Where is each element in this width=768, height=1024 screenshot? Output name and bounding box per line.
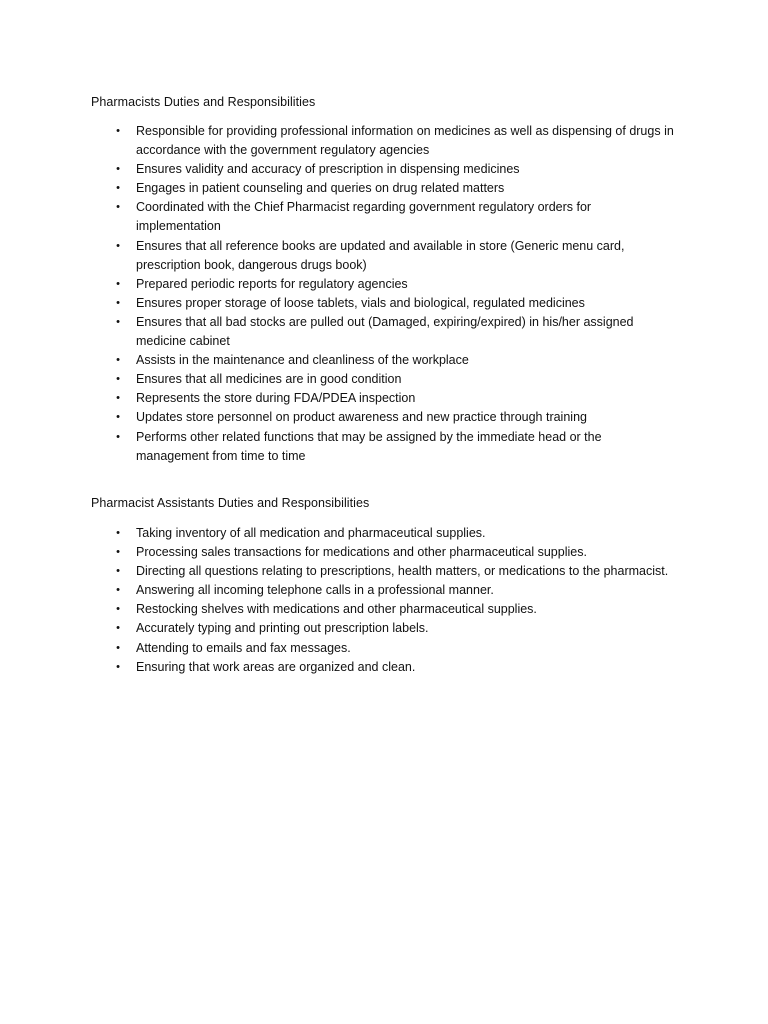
list-item-text: Attending to emails and fax messages. [136, 640, 351, 655]
list-item [91, 543, 676, 562]
bullet-icon: • [116, 660, 120, 673]
list-item [91, 600, 676, 619]
list-item-text: Responsible for providing professional information on medicines as well as dispensing of drugs in accordance with the government regulatory agencies [136, 124, 674, 158]
bullet-icon: • [116, 565, 120, 578]
list-item-text: Ensures that all medicines are in good condition [136, 372, 402, 387]
list-item-text: Prepared periodic reports for regulatory agencies [136, 276, 408, 291]
pharmacists-heading: Pharmacists Duties and Responsibilities [91, 95, 316, 109]
list-item-text: Answering all incoming telephone calls in a professional manner. [136, 583, 494, 598]
list-item [91, 237, 676, 275]
list-item [91, 275, 676, 294]
list-item-text: Restocking shelves with medications and other pharmaceutical supplies. [136, 602, 537, 617]
list-item-text: Coordinated with the Chief Pharmacist regarding government regulatory orders for implementation [136, 200, 592, 234]
list-item-text: Performs other related functions that may be assigned by the immediate head or the management from time to time [136, 429, 602, 463]
pharmacist-assistants-heading: Pharmacist Assistants Duties and Responsibilities [91, 496, 370, 510]
list-item [91, 639, 676, 658]
list-item [91, 160, 676, 179]
list-item [91, 179, 676, 198]
list-item-text: Updates store personnel on product awareness and new practice through training [136, 410, 587, 425]
list-item [91, 428, 676, 466]
bullet-icon: • [116, 641, 120, 654]
bullet-icon: • [116, 392, 120, 405]
list-item-text: Processing sales transactions for medications and other pharmaceutical supplies. [136, 545, 587, 560]
list-item-text: Taking inventory of all medication and pharmaceutical supplies. [136, 526, 486, 540]
bullet-icon: • [116, 163, 120, 176]
pharmacist-assistants-duties-list [91, 524, 691, 677]
pharmacists-duties-list [91, 122, 691, 466]
list-item [91, 524, 676, 543]
pharmacist-assistants-section [91, 495, 691, 677]
bullet-icon: • [116, 315, 120, 328]
list-item [91, 351, 676, 370]
list-item-text: Accurately typing and printing out prescription labels. [136, 621, 429, 636]
bullet-icon: • [116, 125, 120, 137]
list-item-text: Engages in patient counseling and queries on drug related matters [136, 181, 505, 196]
bullet-icon: • [116, 603, 120, 616]
list-item-text: Directing all questions relating to prescriptions, health matters, or medications to the pharmacist. [136, 564, 669, 579]
list-item-text: Ensures that all reference books are updated and available in store (Generic menu card, prescription book, dangerous drugs book) [136, 238, 625, 272]
list-item-text: Ensures validity and accuracy of prescription in dispensing medicines [136, 162, 520, 177]
list-item [91, 370, 676, 389]
bullet-icon: • [116, 201, 120, 214]
list-item [91, 198, 676, 236]
pharmacists-section [91, 94, 691, 466]
list-item-text: Represents the store during FDA/PDEA inspection [136, 391, 416, 406]
list-item-text: Ensuring that work areas are organized and clean. [136, 659, 416, 674]
list-item [91, 122, 676, 160]
bullet-icon: • [116, 296, 120, 309]
bullet-icon: • [116, 546, 120, 559]
bullet-icon: • [116, 239, 120, 252]
list-item [91, 408, 676, 427]
list-item [91, 313, 676, 351]
list-item [91, 658, 676, 677]
bullet-icon: • [116, 354, 120, 367]
bullet-icon: • [116, 277, 120, 290]
list-item [91, 619, 676, 638]
list-item-text: Ensures that all bad stocks are pulled out (Damaged, expiring/expired) in his/her assigned medicine cabinet [136, 314, 634, 349]
bullet-icon: • [116, 622, 120, 635]
bullet-icon: • [116, 430, 120, 443]
bullet-icon: • [116, 373, 120, 386]
bullet-icon: • [116, 182, 120, 195]
bullet-icon: • [116, 411, 120, 424]
bullet-icon: • [116, 584, 120, 597]
list-item [91, 294, 676, 313]
list-item-text: Ensures proper storage of loose tablets, vials and biological, regulated medicines [136, 295, 585, 310]
list-item [91, 581, 676, 600]
list-item [91, 389, 676, 408]
bullet-icon: • [116, 527, 120, 539]
list-item-text: Assists in the maintenance and cleanliness of the workplace [136, 353, 469, 368]
list-item [91, 562, 676, 581]
